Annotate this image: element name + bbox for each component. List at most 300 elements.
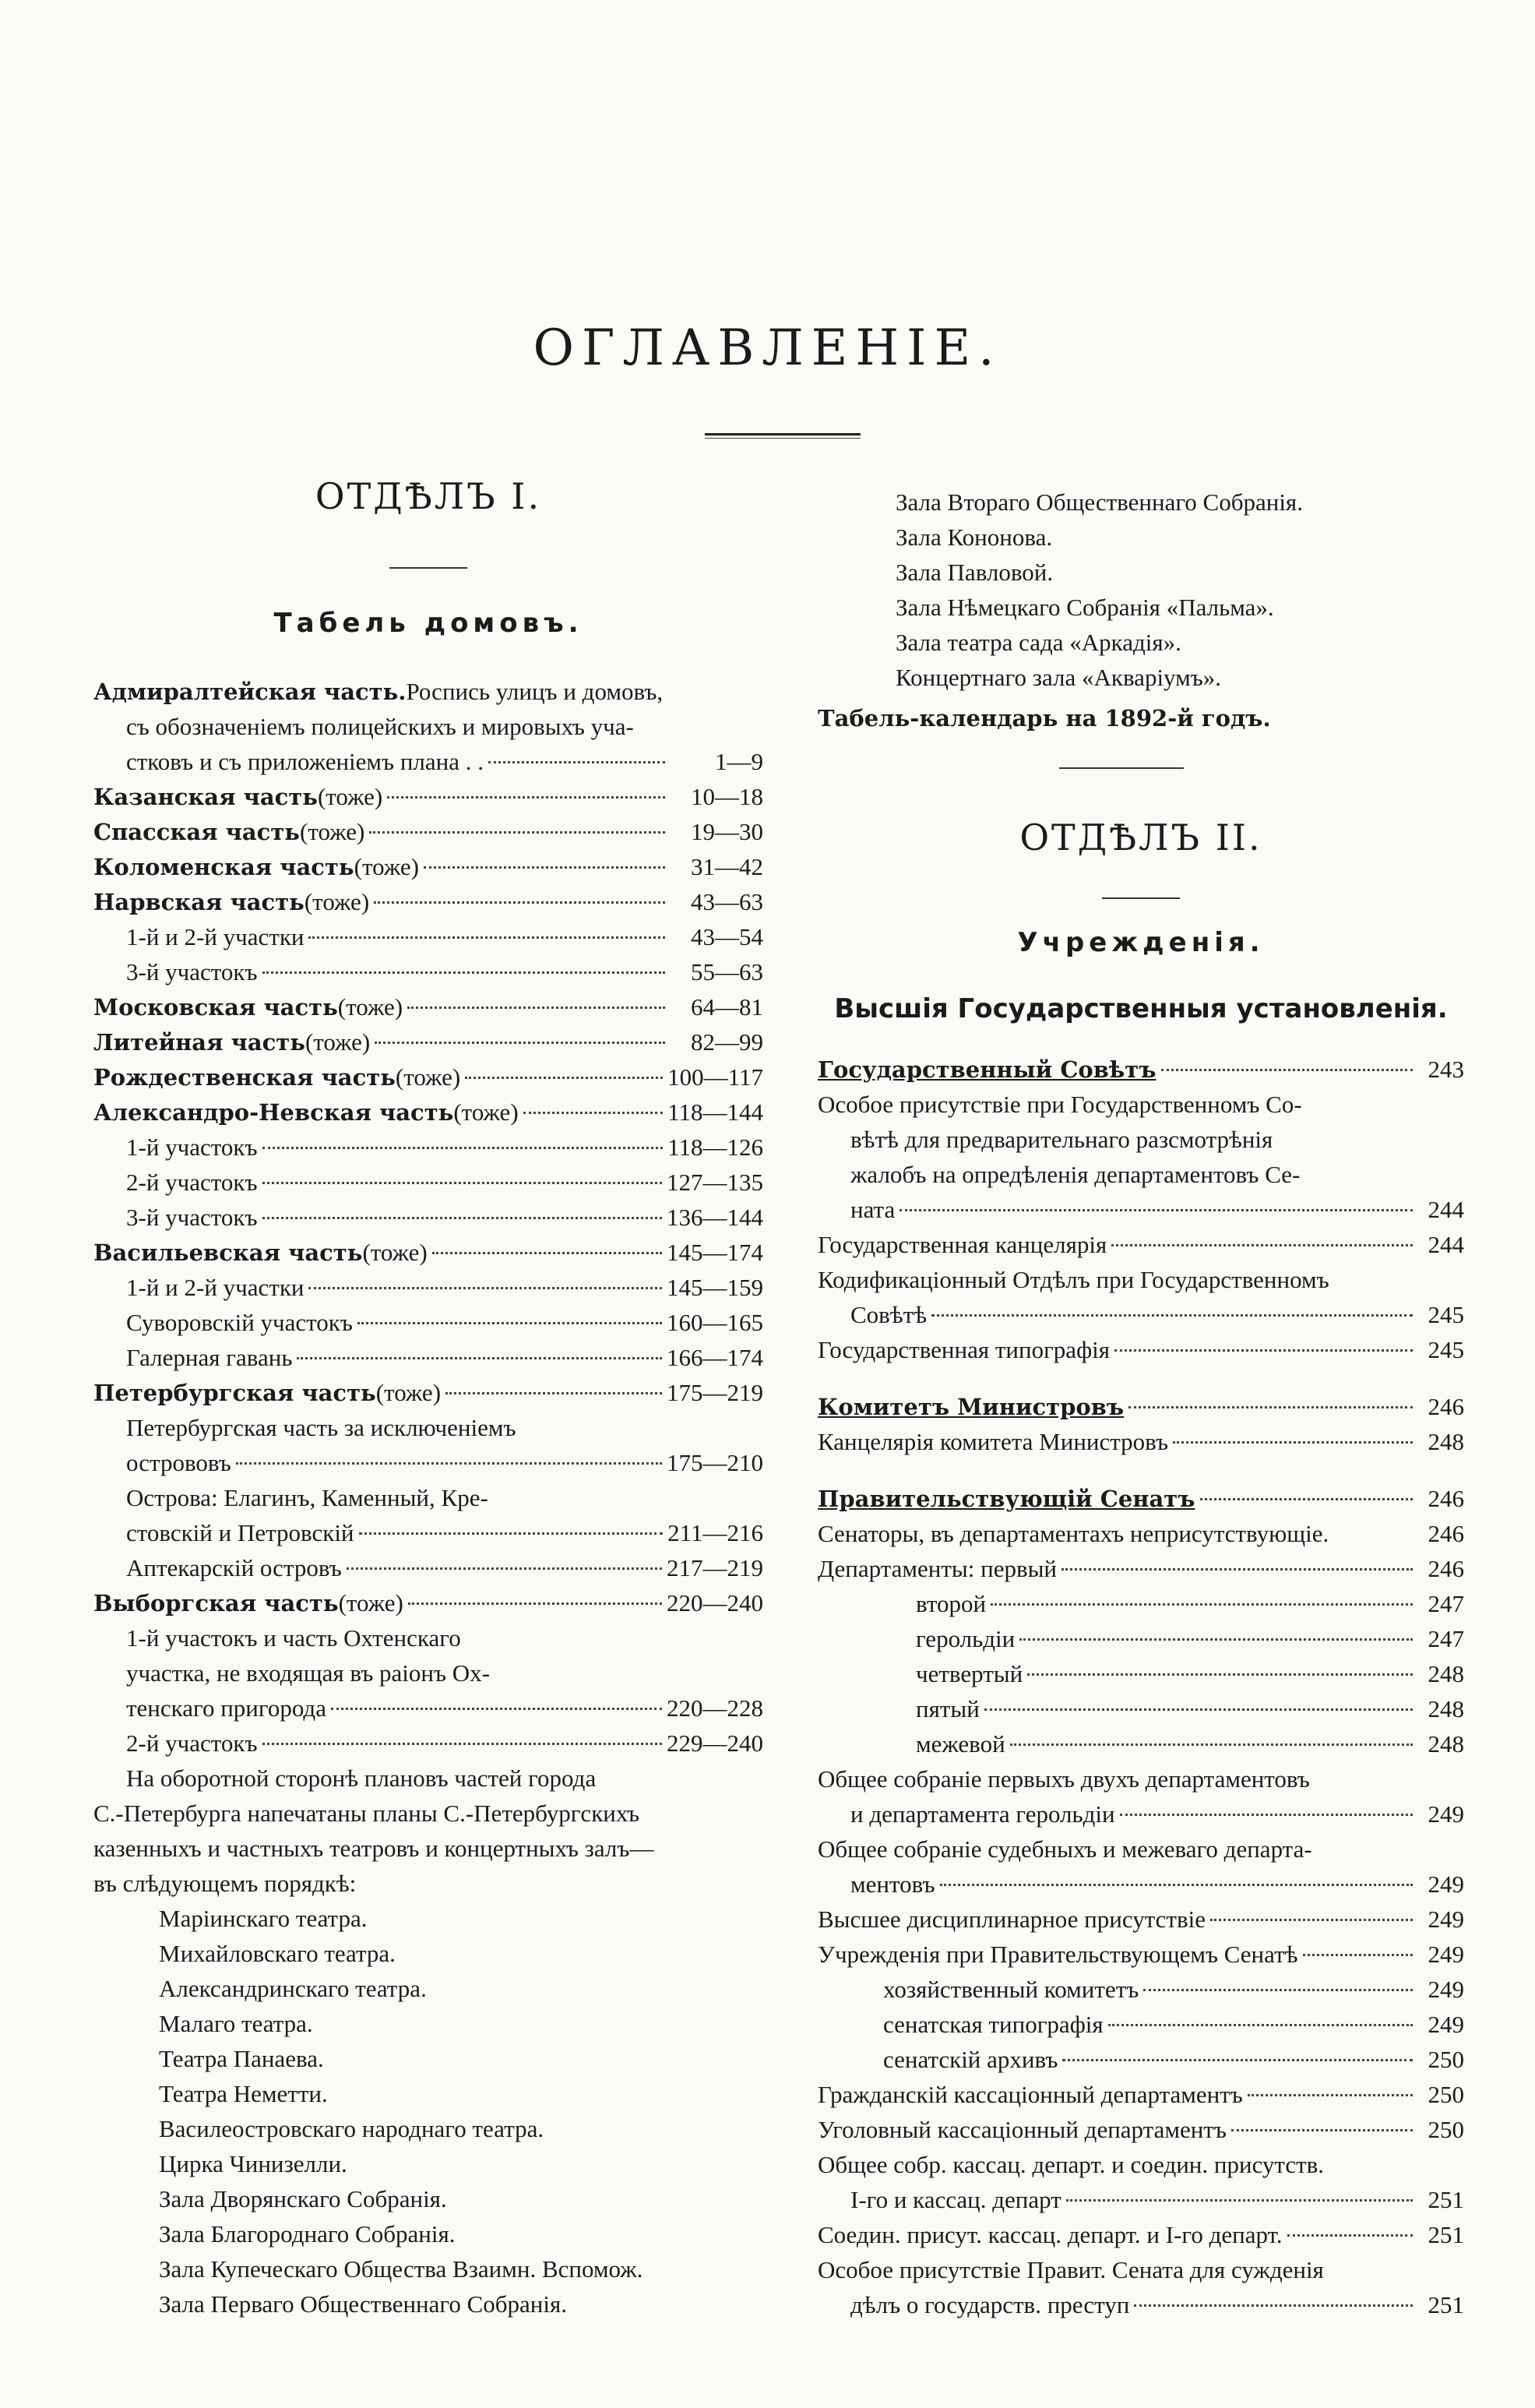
toc-entry [93,1796,763,1831]
entry-title: острововъ [126,1449,231,1476]
entry-title: 2-й участокъ [126,1169,258,1196]
page-number: 250 [1428,2081,1464,2108]
page-number: 145—159 [667,1274,763,1301]
entry-title: Общее собранiе первыхъ двухъ департаментовъ [818,1765,1310,1793]
toc-entry [93,2041,763,2076]
page-number: 249 [1428,1906,1464,1933]
entry-title: Совѣтѣ [850,1301,928,1328]
leader-dots [1108,2024,1413,2026]
entry-title-continuation: (тоже) [337,993,403,1021]
page-number: 249 [1428,1870,1464,1898]
entry-title: Литейная часть [93,1029,305,1056]
toc-entry [93,849,763,884]
entry-title-continuation: (тоже) [338,1589,403,1616]
theatre-list-item [818,590,1464,625]
entry-title: Коломенская часть [93,854,354,880]
toc-entry [818,1621,1464,1656]
page-number: 251 [1428,2186,1464,2213]
entry-title: 2-й участокъ [126,1729,258,1757]
leader-dots [357,1322,662,1324]
page-number: 248 [1428,1695,1464,1722]
toc-entry [93,744,763,779]
entry-title-continuation: (тоже) [304,888,370,915]
entry-title: пятый [916,1695,980,1722]
toc-entry [93,1901,763,1936]
entry-title: Казанская часть [93,784,318,810]
leader-dots [1134,2304,1413,2307]
page-number: 251 [1428,2221,1464,2248]
theatre-name: Зала Втораго Общественнаго Собранiя. [896,488,1303,516]
entry-title-continuation: (тоже) [300,818,365,845]
entry-title: съ обозначенiемъ полицейскихъ и мировыхъ уча- [126,713,634,740]
toc-entry [93,954,763,989]
toc-entry [818,1297,1464,1332]
entry-title: Государственная канцелярiя [818,1231,1107,1258]
entry-title: 1-й участокъ и часть Охтенскаго [126,1624,461,1652]
toc-entry [818,1902,1464,1937]
toc-entry [93,2251,763,2286]
toc-entry [818,1867,1464,1902]
page-number: 250 [1428,2046,1464,2073]
theatre-list-item [818,625,1464,660]
toc-entry [818,1516,1464,1551]
page-number: 10—18 [691,783,763,810]
toc-entry [93,1410,763,1445]
section-rule-1 [389,567,467,569]
toc-entry [818,2077,1464,2112]
right-entries [818,1052,1464,2322]
leader-dots [1303,1954,1414,1956]
toc-entry [93,1971,763,2006]
entry-title: Канцелярiя комитета Министровъ [818,1428,1169,1455]
calendar-entry [818,701,1464,736]
leader-dots [1231,2129,1413,2131]
leader-dots [374,901,665,904]
entry-title: Общее собранiе судебныхъ и межеваго департа- [818,1835,1312,1863]
toc-entry [93,1866,763,1901]
page-number: 220—240 [667,1589,763,1616]
entry-title: вѣтѣ для предварительнаго разсмотрѣнiя [850,1126,1273,1153]
entry-title: Общее собр. кассац. департ. и соедин. присутств. [818,2151,1325,2178]
theatre-name: Зала Павловой. [896,559,1054,586]
entry-title: Государственная типографiя [818,1336,1111,1363]
leader-dots [1111,1244,1413,1246]
entry-title: Государственный Совѣтъ [818,1056,1157,1083]
entry-title: герольдiи [916,1625,1016,1652]
leader-dots [1248,2094,1413,2096]
entry-title: Театра Неметти. [159,2080,328,2107]
toc-entry [818,2217,1464,2252]
page-number: 249 [1428,1800,1464,1828]
leader-dots [308,1287,662,1289]
toc-entry [818,2287,1464,2322]
entry-title: С.-Петербурга напечатаны планы С.-Петербургскихъ [93,1800,640,1827]
page-number: 1—9 [715,748,763,775]
entry-title: Нарвская часть [93,889,305,915]
entry-title-continuation: Роспись улицъ и домовъ, [406,678,664,705]
toc-entry [93,2111,763,2146]
entry-title: 3-й участокъ [126,958,258,985]
entry-title: второй [916,1590,987,1617]
entry-title: стовскiй и Петровскiй [126,1519,354,1546]
toc-entry [818,1586,1464,1621]
leader-dots [1061,1568,1413,1571]
entry-title: 3-й участокъ [126,1204,258,1231]
entry-title: Гражданскiй кассацiонный департаментъ [818,2081,1243,2108]
toc-entry [93,1691,763,1726]
toc-entry [818,1796,1464,1832]
page-number: 248 [1428,1730,1464,1758]
entry-title: Высшее дисциплинарное присутствiе [818,1906,1206,1933]
page-number: 31—42 [691,853,763,880]
leader-dots [1019,1638,1413,1641]
leader-dots [408,1602,662,1605]
page-number: 248 [1428,1660,1464,1687]
entry-title: хозяйственный комитетъ [883,1976,1139,2003]
entry-title: Адмиралтейская часть. [93,679,407,705]
entry-title-continuation: (тоже) [453,1098,519,1126]
subheading-tabel: Табель домовъ. [273,608,583,639]
page-number: 246 [1428,1485,1464,1512]
toc-entry [93,1200,763,1235]
entry-title: сенатская типографiя [883,2011,1104,2038]
subheading-uchrezhdeniya: Учрежденiя. [1017,927,1265,958]
page-number: 19—30 [691,818,763,845]
entry-title: Учрежденiя при Правительствующемъ Сенатѣ [818,1941,1298,1968]
entry-title: тенскаго пригорода [126,1694,326,1722]
page-number: 245 [1428,1301,1464,1328]
toc-entry [818,2112,1464,2147]
leader-dots [262,971,665,974]
toc-entry [93,779,763,814]
page-number: 243 [1428,1056,1464,1083]
page-number: 118—144 [667,1098,763,1126]
toc-entry [818,2182,1464,2217]
leader-dots [432,1252,662,1254]
toc-entry [93,1936,763,1971]
toc-entry [818,1832,1464,1867]
toc-entry [818,2252,1464,2287]
page-number: 43—63 [691,888,763,915]
toc-entry [93,1515,763,1550]
page-number: 245 [1428,1336,1464,1363]
leader-dots [297,1357,662,1359]
toc-entry [818,1691,1464,1726]
theatre-list-item [818,660,1464,695]
leader-dots [359,1532,664,1535]
entry-title: 1-й и 2-й участки [126,923,305,950]
toc-entry [93,1059,763,1095]
toc-entry [93,814,763,849]
entry-title: Департаменты: первый [818,1555,1058,1582]
page-number: 250 [1428,2116,1464,2143]
toc-entry [818,1052,1464,1087]
page-number: 249 [1428,2011,1464,2038]
theatre-list-item [818,520,1464,555]
leader-dots [445,1392,662,1394]
theatre-list-item [818,485,1464,520]
leader-dots [407,1007,665,1009]
calendar-label: Табель-календарь на 1892-й годъ. [818,705,1271,732]
toc-entry [93,1165,763,1200]
entry-title: Комитетъ Министровъ [818,1394,1125,1420]
entry-title: Суворовскiй участокъ [126,1309,353,1336]
entry-title: участка, не входящая въ раiонъ Ох- [126,1659,490,1687]
theatre-list-item [818,555,1464,590]
entry-title: Марiинскаго театра. [159,1905,368,1932]
entry-title: казенныхъ и частныхъ театровъ и концертныхъ залъ— [93,1835,654,1862]
page-title: ОГЛАВЛЕНIЕ. [533,319,1002,377]
toc-entry [93,709,763,744]
leader-dots [523,1112,663,1114]
entry-title: Петербургская часть [93,1380,376,1406]
entry-title: Василеостровскаго народнаго театра. [159,2115,544,2142]
toc-entry [93,1655,763,1691]
entry-title: Соедин. присут. кассац. департ. и I-го департ. [818,2221,1283,2248]
page-number: 246 [1428,1555,1464,1582]
leader-dots [465,1077,663,1079]
page-number: 247 [1428,1625,1464,1652]
leader-dots [262,1217,662,1219]
leader-dots [347,1567,662,1570]
entry-title: Александро-Невская часть [93,1099,454,1126]
entry-gap [818,1459,1464,1481]
section-heading-1: ОТДѢЛЪ I. [315,475,542,517]
toc-entry [93,1585,763,1620]
leader-dots [1200,1498,1413,1500]
toc-entry [93,1831,763,1866]
leader-dots [308,936,665,939]
entry-title: Васильевская часть [93,1239,363,1266]
toc-entry [93,1270,763,1305]
entry-title: 1-й участокъ [126,1133,258,1161]
leader-dots [424,866,665,869]
page-number: 251 [1428,2291,1464,2318]
leader-dots [488,761,665,763]
toc-entry [93,2076,763,2111]
entry-title-continuation: (тоже) [395,1063,461,1091]
toc-entry [93,1375,763,1410]
theatre-name: Зала Кононова. [896,524,1053,551]
page-number: 55—63 [691,958,763,985]
entry-title: На оборотной сторонѣ плановъ частей города [126,1765,597,1792]
entry-title: Александринскаго театра. [159,1975,427,2002]
toc-entry [818,1551,1464,1586]
leader-dots [369,831,665,834]
entry-title: ментовъ [850,1870,935,1898]
entry-title: Малаго театра. [159,2010,313,2037]
theatre-name: Зала театра сада «Аркадiя». [896,629,1181,656]
leader-dots [1027,1673,1413,1676]
toc-entry [818,2042,1464,2077]
entry-title: Уголовный кассацiонный департаментъ [818,2116,1227,2143]
entry-title: Особое присутствiе Правит. Сената для сужденiя [818,2256,1324,2283]
toc-entry [93,1130,763,1165]
toc-entry [93,1235,763,1270]
toc-entry [818,1332,1464,1367]
toc-entry [818,1087,1464,1122]
entry-title: Зала Перваго Общественнаго Собранiя. [159,2290,568,2318]
toc-entry [818,1192,1464,1227]
page-number: 247 [1428,1590,1464,1617]
leader-dots [1066,2199,1413,2202]
leader-dots [1210,1919,1413,1921]
page-number: 127—135 [667,1169,763,1196]
toc-entry [818,1761,1464,1796]
leader-dots [931,1314,1413,1317]
entry-title: дѣлъ о государств. преступ [850,2291,1130,2318]
theatre-name: Концертнаго зала «Акварiумъ». [896,664,1222,691]
theatre-name: Зала Нѣмецкаго Собранiя «Пальма». [896,594,1274,621]
page-number: 211—216 [667,1519,763,1546]
entry-title: сенатскiй архивъ [883,2046,1058,2073]
page-number: 160—165 [667,1309,763,1336]
toc-entry [818,1227,1464,1262]
toc-entry [93,1024,763,1059]
leader-dots [991,1603,1413,1606]
page-number: 244 [1428,1196,1464,1223]
leader-dots [1173,1441,1413,1444]
entry-title: стковъ и съ приложенiемъ плана . . [126,748,484,775]
toc-entry [93,1620,763,1655]
page-number: 175—219 [667,1379,763,1406]
page-number: 248 [1428,1428,1464,1455]
toc-entry [93,674,763,709]
entry-title: и департамента герольдiи [850,1800,1115,1828]
entry-title: Кодификацiонный Отдѣлъ при Государственномъ [818,1266,1329,1293]
leader-dots [940,1884,1414,1886]
toc-entry [818,1262,1464,1297]
leader-dots [375,1042,665,1044]
leader-dots [1120,1814,1413,1816]
toc-entry [818,1122,1464,1157]
toc-entry [93,1445,763,1480]
entry-title: въ слѣдующемъ порядкѣ: [93,1870,357,1897]
toc-entry [818,1656,1464,1691]
section-rule-2 [1102,897,1180,899]
leader-dots [236,1462,662,1465]
theatre-list-continued [818,485,1464,695]
entry-title: Зала Дворянскаго Собранiя. [159,2185,447,2212]
toc-entry [93,1095,763,1130]
entry-title: Особое присутствiе при Государственномъ Со- [818,1091,1302,1118]
toc-entry [818,1972,1464,2007]
toc-entry [93,2006,763,2041]
page-number: 100—117 [667,1063,763,1091]
toc-entry [93,1340,763,1375]
entry-title: Московская часть [93,994,338,1021]
entry-title: четвертый [916,1660,1023,1687]
entry-title-continuation: (тоже) [362,1239,428,1266]
leader-dots [1128,1406,1413,1408]
toc-entry [93,989,763,1024]
page-number: 175—210 [667,1449,763,1476]
entry-title: Цирка Чинизелли. [159,2150,347,2177]
entry-title: Зала Благороднаго Собранiя. [159,2220,456,2248]
leader-dots [262,1743,662,1745]
toc-entry [93,1480,763,1515]
leader-dots [1062,2059,1413,2061]
toc-entry [93,2181,763,2216]
entry-title-continuation: (тоже) [354,853,419,880]
entry-title: Театра Панаева. [159,2045,324,2072]
entry-title: Выборгская часть [93,1590,339,1616]
toc-entry [93,1550,763,1585]
leader-dots [900,1209,1413,1211]
entry-title: Галерная гавань [126,1344,293,1371]
entry-title: Петербургская часть за исключенiемъ [126,1414,516,1441]
page-number: 217—219 [667,1554,763,1581]
toc-entry [818,1937,1464,1972]
leader-dots [262,1182,662,1184]
entry-title: Аптекарскiй островъ [126,1554,342,1581]
page-number: 64—81 [691,993,763,1021]
leader-dots [1287,2234,1413,2237]
leader-dots [1114,1349,1413,1352]
toc-entry [93,884,763,919]
toc-entry [93,1305,763,1340]
leader-dots [387,796,665,799]
page-number: 136—144 [667,1204,763,1231]
toc-entry [818,2147,1464,2182]
left-entries [93,674,763,2322]
toc-entry [93,2146,763,2181]
page-number: 249 [1428,1976,1464,2003]
entry-title: I-го и кассац. департ [850,2186,1061,2213]
page-number: 145—174 [667,1239,763,1266]
entry-title: жалобъ на опредѣленiя департаментовъ Се- [850,1161,1301,1188]
section-heading-2: ОТДѢЛЪ II. [1019,816,1262,858]
entry-title: Михайловскаго театра. [159,1940,396,1967]
toc-entry [93,2286,763,2322]
page-number: 43—54 [691,923,763,950]
page-number: 118—126 [667,1133,763,1161]
leader-dots [1143,1989,1413,1991]
toc-entry [818,1157,1464,1192]
group-heading: Высшiя Государственныя установленiя. [834,993,1448,1024]
entry-title-continuation: (тоже) [375,1379,442,1406]
entry-gap [818,1367,1464,1389]
page-number: 244 [1428,1231,1464,1258]
entry-title: Спасская часть [93,819,300,845]
toc-entry [93,919,763,954]
toc-entry [93,2216,763,2251]
leader-dots [262,1147,664,1149]
entry-title: Сенаторы, въ департаментахъ неприсутствующiе. [818,1520,1329,1547]
entry-title: межевой [916,1730,1005,1758]
leader-dots [331,1708,662,1710]
leader-dots [984,1708,1413,1711]
toc-entry [818,1481,1464,1516]
page-number: 249 [1428,1941,1464,1968]
toc-entry [818,1726,1464,1761]
toc-entry [93,1726,763,1761]
page-number: 246 [1428,1520,1464,1547]
page-number: 220—228 [667,1694,763,1722]
entry-title: Рождественская часть [93,1064,396,1091]
entry-title-continuation: (тоже) [317,783,383,810]
leader-dots [1010,1743,1413,1746]
page-number: 246 [1428,1393,1464,1420]
leader-dots [1161,1069,1413,1071]
calendar-rule [1059,767,1184,769]
entry-title: Зала Купеческаго Общества Взаимн. Вспомож. [159,2255,643,2283]
title-rule [705,433,861,439]
toc-entry [818,2007,1464,2042]
entry-title: Правительствующiй Сенатъ [818,1486,1195,1512]
entry-title-continuation: (тоже) [305,1028,371,1056]
toc-entry [93,1761,763,1796]
